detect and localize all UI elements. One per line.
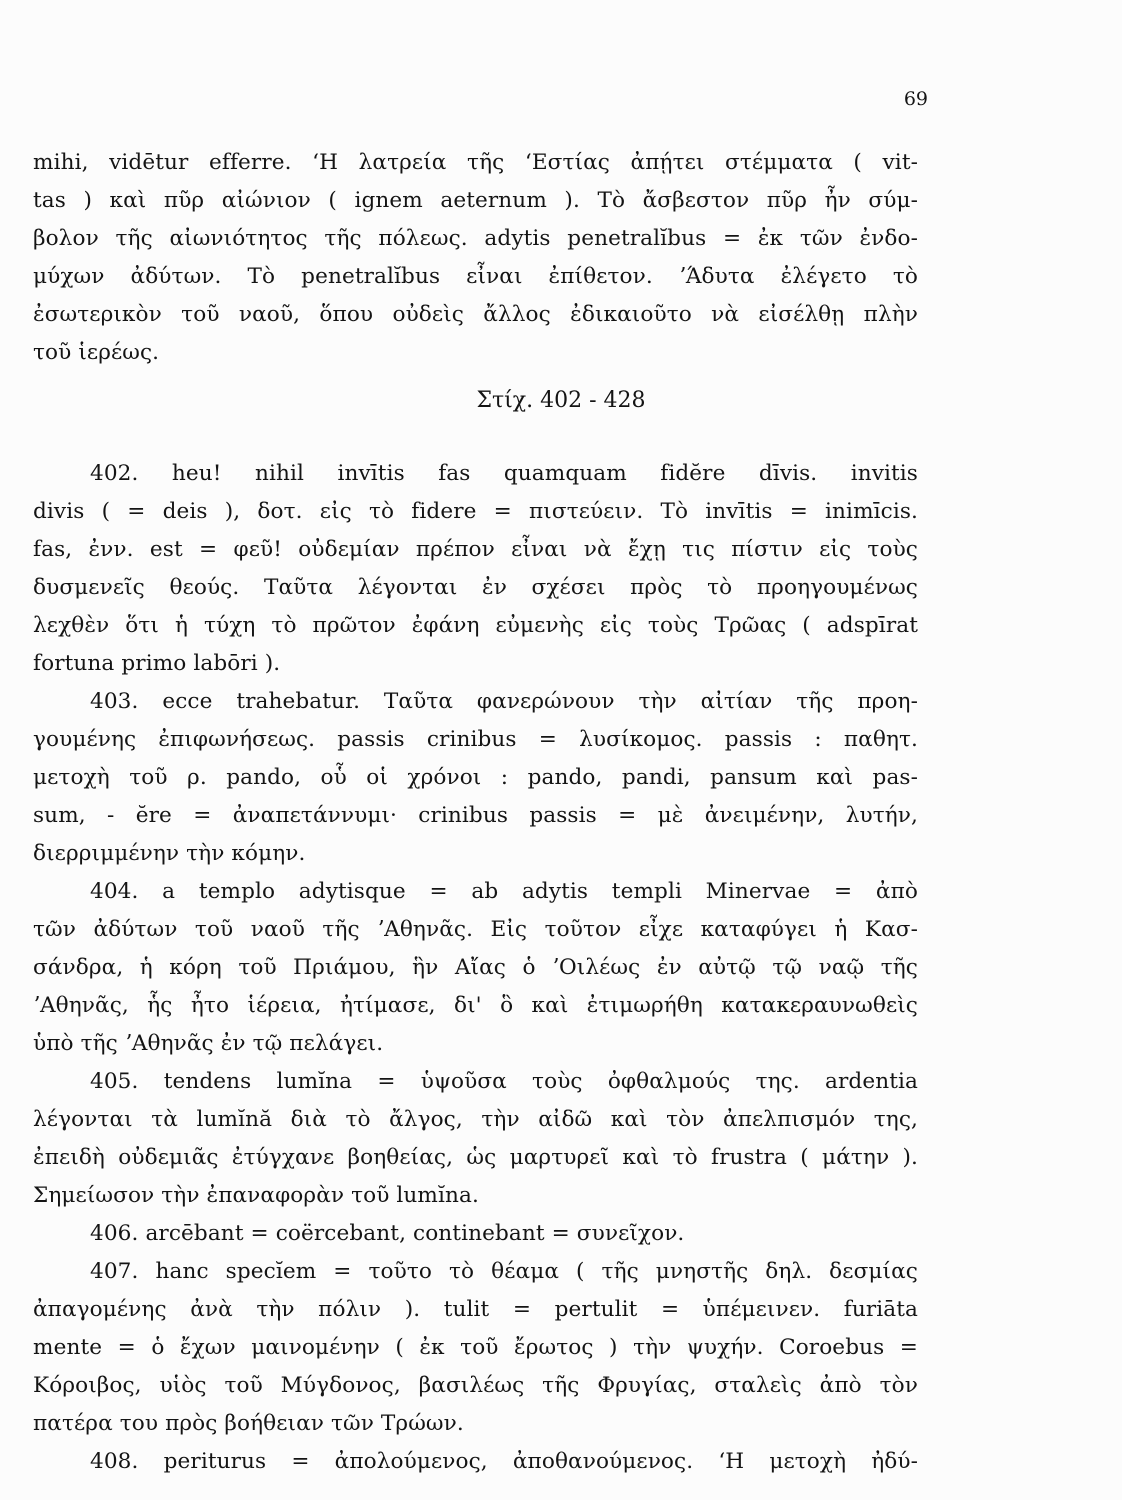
text-line: ἀπαγομένης ἀνὰ τὴν πόλιν ). tulit = pertulit = ὑπέμεινεν. furiāta bbox=[33, 1297, 918, 1322]
text-line: ʼΑθηνᾶς, ἧς ἦτο ἱέρεια, ἠτίμασε, δι' ὃ καὶ ἐτιμωρήθη κατακεραυνωθεὶς bbox=[33, 993, 918, 1018]
text-line: 403. ecce trahebatur. Ταῦτα φανερώνουν τὴν αἰτίαν τῆς προη- bbox=[90, 689, 918, 714]
text-line: fortuna primo labōri ). bbox=[33, 651, 281, 676]
text-line: τοῦ ἱερέως. bbox=[33, 340, 160, 365]
text-line: λεχθὲν ὅτι ἡ τύχη τὸ πρῶτον ἐφάνη εὐμενὴς εἰς τοὺς Τρῶας ( adspīrat bbox=[33, 613, 918, 638]
text-line: ὑπὸ τῆς ʼΑθηνᾶς ἐν τῷ πελάγει. bbox=[33, 1031, 384, 1056]
text-line: μύχων ἀδύτων. Τὸ penetralĭbus εἶναι ἐπίθετον. ʼΆδυτα ἐλέγετο τὸ bbox=[33, 264, 918, 289]
text-line: tas ) καὶ πῦρ αἰώνιον ( ignem aeternum ). Τὸ ἄσβεστον πῦρ ἦν σύμ- bbox=[33, 188, 918, 213]
text-line: Κόροιβος, υἱὸς τοῦ Μύγδονος, βασιλέως τῆς Φρυγίας, σταλεὶς ἀπὸ τὸν bbox=[33, 1373, 918, 1398]
text-line: 405. tendens lumĭna = ὑψοῦσα τοὺς ὀφθαλμούς της. ardentia bbox=[90, 1069, 918, 1094]
text-line: μετοχὴ τοῦ ρ. pando, οὗ οἱ χρόνοι : pando, pandi, pansum καὶ pas- bbox=[33, 765, 918, 790]
text-line: mihi, vidētur efferre. ʻΗ λατρεία τῆς ʻΕστίας ἀπῄτει στέμματα ( vit- bbox=[33, 150, 918, 175]
text-line: δυσμενεῖς θεούς. Ταῦτα λέγονται ἐν σχέσει πρὸς τὸ προηγουμένως bbox=[33, 575, 918, 600]
text-line: ἐσωτερικὸν τοῦ ναοῦ, ὅπου οὐδεὶς ἄλλος ἐδικαιοῦτο νὰ εἰσέλθῃ πλὴν bbox=[33, 302, 918, 327]
text-line: 407. hanc specĭem = τοῦτο τὸ θέαμα ( τῆς μνηστῆς δηλ. δεσμίας bbox=[90, 1259, 918, 1284]
text-line: 404. a templo adytisque = ab adytis templi Minervae = ἀπὸ bbox=[90, 879, 918, 904]
text-line: ἐπειδὴ οὐδεμιᾶς ἐτύγχανε βοηθείας, ὡς μαρτυρεῖ καὶ τὸ frustra ( μάτην ). bbox=[33, 1145, 918, 1170]
text-line: γουμένης ἐπιφωνήσεως. passis crinibus = λυσίκομος. passis : παθητ. bbox=[33, 727, 918, 752]
text-line: λέγονται τὰ lumĭnă διὰ τὸ ἄλγος, τὴν αἰδῶ καὶ τὸν ἀπελπισμόν της, bbox=[33, 1107, 918, 1132]
text-line: fas, ἐνν. est = φεῦ! οὐδεμίαν πρέπον εἶναι νὰ ἔχῃ τις πίστιν εἰς τοὺς bbox=[33, 537, 918, 562]
text-line: πατέρα του πρὸς βοήθειαν τῶν Τρώων. bbox=[33, 1411, 464, 1436]
text-line: διερριμμένην τὴν κόμην. bbox=[33, 841, 306, 866]
text-line: Σημείωσον τὴν ἐπαναφορὰν τοῦ lumĭna. bbox=[33, 1183, 479, 1208]
text-line: 406. arcēbant = coërcebant, continebant = συνεῖχον. bbox=[90, 1221, 685, 1246]
text-line: τῶν ἀδύτων τοῦ ναοῦ τῆς ʼΑθηνᾶς. Εἰς τοῦτον εἶχε καταφύγει ἡ Κασ- bbox=[33, 917, 918, 942]
text-line: σάνδρα, ἡ κόρη τοῦ Πριάμου, ἣν Αἴας ὁ ʼΟιλέως ἐν αὐτῷ τῷ ναῷ τῆς bbox=[33, 955, 918, 980]
page-number: 69 bbox=[903, 88, 928, 110]
text-line: 408. periturus = ἀπολούμενος, ἀποθανούμενος. ʻΗ μετοχὴ ἠδύ- bbox=[90, 1449, 918, 1474]
text-line: mente = ὁ ἔχων μαινομένην ( ἐκ τοῦ ἔρωτος ) τὴν ψυχήν. Coroebus = bbox=[33, 1335, 918, 1360]
text-line: sum, - ĕre = ἀναπετάννυμι· crinibus passis = μὲ ἀνειμένην, λυτήν, bbox=[33, 803, 918, 828]
section-heading: Στίχ. 402 - 428 bbox=[476, 388, 646, 413]
text-line: 402. heu! nihil invītis fas quamquam fidĕre dīvis. invitis bbox=[90, 461, 918, 486]
text-line: divis ( = deis ), δοτ. εἰς τὸ fidere = πιστεύειν. Τὸ invītis = inimīcis. bbox=[33, 499, 918, 524]
text-line: βολον τῆς αἰωνιότητος τῆς πόλεως. adytis penetralĭbus = ἐκ τῶν ἐνδο- bbox=[33, 226, 918, 251]
